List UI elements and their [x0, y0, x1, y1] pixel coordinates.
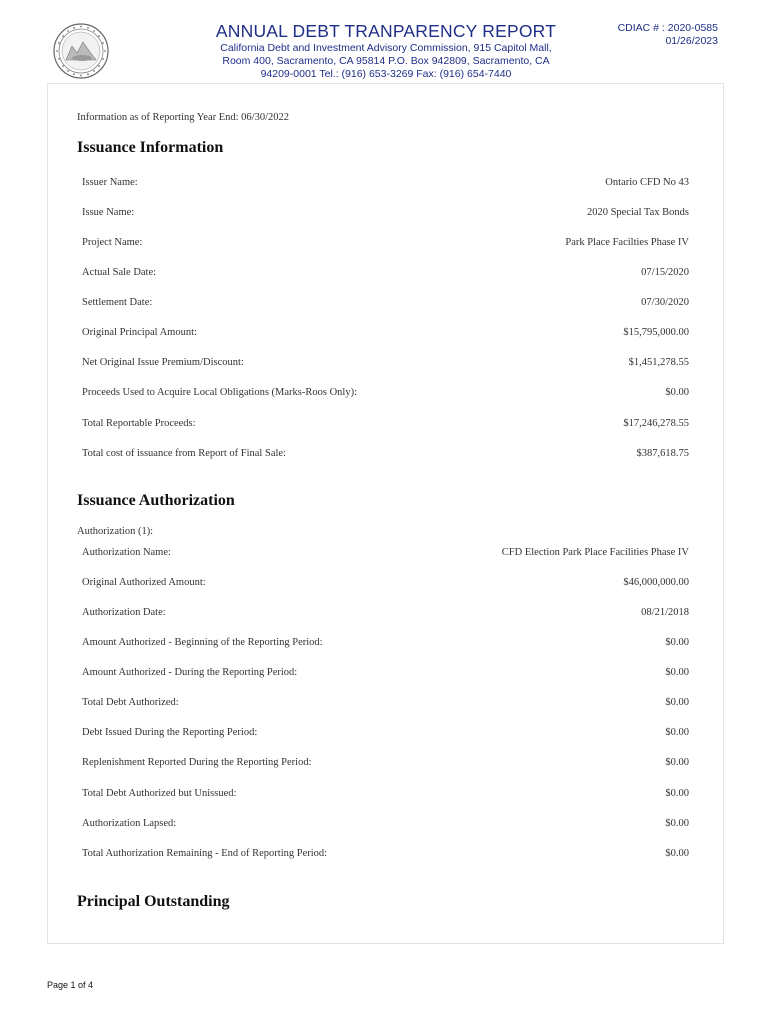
row-label: Original Authorized Amount:	[82, 577, 206, 588]
row-label: Authorization Date:	[82, 607, 166, 618]
row-value: $0.00	[665, 818, 689, 829]
state-seal-icon	[52, 22, 110, 80]
address-line: Room 400, Sacramento, CA 95814 P.O. Box 942809, Sacramento, CA	[222, 55, 550, 67]
row-value: $0.00	[665, 848, 689, 859]
row-value: $17,246,278.55	[623, 418, 689, 429]
row-value: 2020 Special Tax Bonds	[586, 207, 689, 218]
row-value: $0.00	[665, 637, 689, 648]
cdiac-number: CDIAC # : 2020-0585	[617, 22, 718, 34]
row-label: Replenishment Reported During the Reporting Period:	[82, 757, 312, 768]
issuance-authorization-heading: Issuance Authorization	[77, 492, 235, 509]
row-value: $0.00	[665, 788, 689, 799]
info-row-cost-of-issuance	[82, 448, 689, 462]
row-label: Amount Authorized - Beginning of the Reporting Period:	[82, 637, 323, 648]
row-label: Amount Authorized - During the Reporting Period:	[82, 667, 298, 678]
row-value: Ontario CFD No 43	[605, 177, 689, 188]
row-value: $0.00	[665, 387, 689, 398]
row-value: CFD Election Park Place Facilities Phase IV	[501, 547, 689, 558]
principal-outstanding-heading: Principal Outstanding	[77, 893, 230, 910]
auth-row-date	[82, 607, 689, 621]
row-value: 08/21/2018	[641, 607, 689, 618]
row-label: Total Reportable Proceeds:	[82, 418, 196, 429]
auth-row-beginning-period	[82, 637, 689, 651]
auth-row-original-amount	[82, 577, 689, 591]
row-label: Authorization Name:	[82, 547, 171, 558]
auth-row-replenishment	[82, 757, 689, 771]
row-value: $0.00	[665, 727, 689, 738]
row-value: 07/30/2020	[641, 297, 689, 308]
row-label: Project Name:	[82, 237, 143, 248]
info-row-original-principal	[82, 327, 689, 341]
row-label: Debt Issued During the Reporting Period:	[82, 727, 258, 738]
address-line: California Debt and Investment Advisory Commission, 915 Capitol Mall,	[220, 42, 552, 54]
commission-address	[196, 42, 576, 81]
row-value: $46,000,000.00	[623, 577, 689, 588]
reporting-year-end: Information as of Reporting Year End: 06/30/2022	[77, 112, 290, 123]
page-number: Page 1 of 4	[47, 980, 94, 990]
row-label: Settlement Date:	[82, 297, 153, 308]
auth-row-total-debt-authorized	[82, 697, 689, 711]
auth-row-unissued	[82, 788, 689, 802]
row-label: Actual Sale Date:	[82, 267, 157, 278]
address-line: 94209-0001 Tel.: (916) 653-3269 Fax: (916) 654-7440	[260, 68, 512, 80]
row-value: $1,451,278.55	[628, 357, 689, 368]
row-label: Proceeds Used to Acquire Local Obligations (Marks-Roos Only):	[82, 387, 357, 398]
info-row-settlement-date	[82, 297, 689, 311]
info-row-net-premium	[82, 357, 689, 371]
row-value: $0.00	[665, 667, 689, 678]
row-label: Total cost of issuance from Report of Final Sale:	[82, 448, 286, 459]
report-title: ANNUAL DEBT TRANPARENCY REPORT	[215, 21, 557, 41]
issuance-information-heading: Issuance Information	[77, 139, 224, 156]
auth-row-name	[82, 547, 689, 561]
info-row-issue-name	[82, 207, 689, 221]
info-row-total-reportable-proceeds	[82, 418, 689, 432]
info-row-actual-sale-date	[82, 267, 689, 281]
row-value: 07/15/2020	[641, 267, 689, 278]
info-row-marks-roos-proceeds	[82, 387, 689, 401]
auth-row-remaining	[82, 848, 689, 862]
row-label: Total Debt Authorized:	[82, 697, 179, 708]
auth-row-debt-issued	[82, 727, 689, 741]
row-label: Original Principal Amount:	[82, 327, 197, 338]
cdiac-block	[618, 22, 718, 48]
auth-row-during-period	[82, 667, 689, 681]
row-value: $0.00	[665, 757, 689, 768]
row-label: Issuer Name:	[82, 177, 138, 188]
row-value: $0.00	[665, 697, 689, 708]
auth-row-lapsed	[82, 818, 689, 832]
row-value: $15,795,000.00	[623, 327, 689, 338]
row-label: Total Authorization Remaining - End of Reporting Period:	[82, 848, 328, 859]
row-label: Net Original Issue Premium/Discount:	[82, 357, 244, 368]
row-value: Park Place Facilties Phase IV	[565, 237, 689, 248]
row-label: Issue Name:	[82, 207, 135, 218]
row-label: Authorization Lapsed:	[82, 818, 177, 829]
info-row-issuer-name	[82, 177, 689, 191]
info-row-project-name	[82, 237, 689, 251]
authorization-count-label: Authorization (1):	[77, 526, 154, 537]
report-date: 01/26/2023	[665, 35, 718, 47]
row-value: $387,618.75	[636, 448, 689, 459]
row-label: Total Debt Authorized but Unissued:	[82, 788, 237, 799]
